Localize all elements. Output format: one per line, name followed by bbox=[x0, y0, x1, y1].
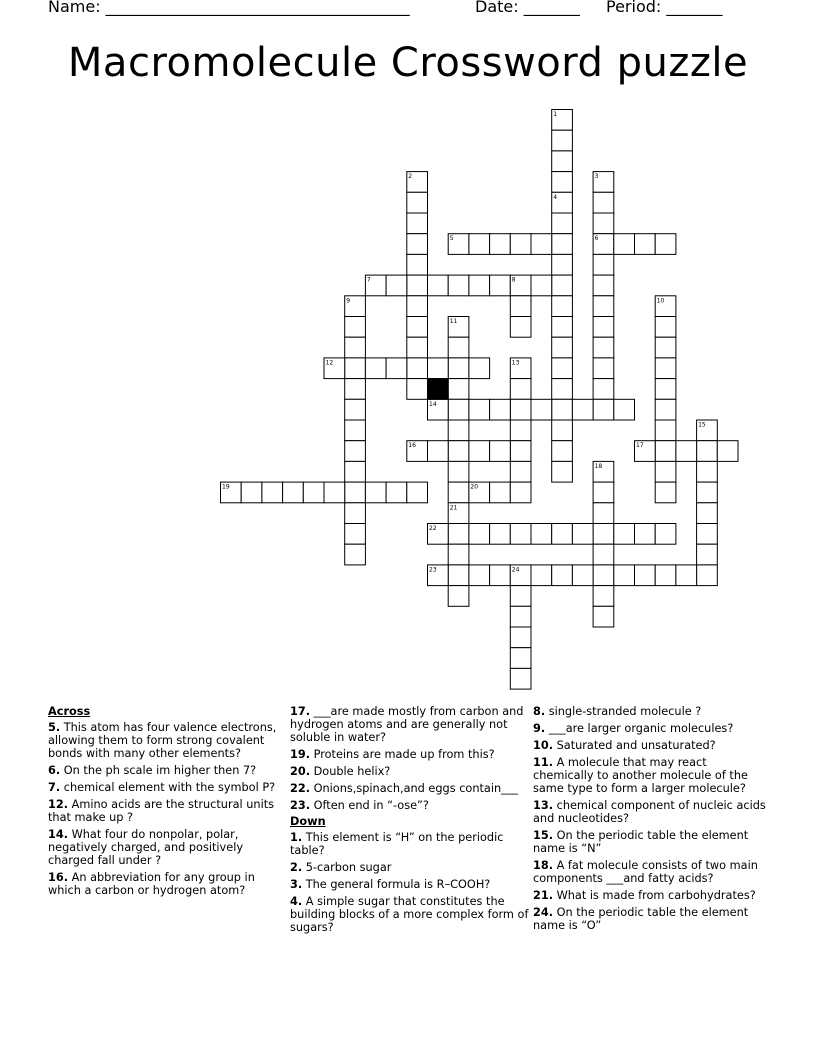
grid-cell[interactable] bbox=[510, 461, 531, 482]
clue-text: On the ph scale im higher then 7? bbox=[60, 764, 257, 777]
grid-cell[interactable] bbox=[428, 441, 449, 462]
clue-number-label: 12 bbox=[325, 359, 334, 367]
clue-number: 19. bbox=[290, 748, 311, 761]
grid-cell[interactable] bbox=[552, 151, 573, 172]
clue-item bbox=[48, 828, 288, 867]
grid-cell[interactable] bbox=[593, 524, 614, 545]
grid-cell[interactable] bbox=[697, 503, 718, 524]
grid-cell[interactable] bbox=[283, 482, 304, 503]
clue-number-label: 1 bbox=[553, 111, 558, 118]
grid-cell[interactable] bbox=[448, 275, 469, 296]
clue-text: ___are larger organic molecules? bbox=[545, 722, 734, 735]
grid-cell[interactable] bbox=[407, 192, 428, 213]
grid-cell[interactable] bbox=[552, 379, 573, 400]
grid-cell[interactable] bbox=[552, 254, 573, 275]
grid-cell[interactable] bbox=[614, 524, 635, 545]
grid-cell[interactable] bbox=[552, 234, 573, 255]
grid-cell[interactable] bbox=[593, 275, 614, 296]
grid-cell[interactable] bbox=[593, 482, 614, 503]
grid-cell[interactable] bbox=[552, 461, 573, 482]
grid-cell[interactable] bbox=[593, 606, 614, 627]
clue-item bbox=[533, 799, 769, 825]
grid-cell[interactable] bbox=[510, 482, 531, 503]
grid-cell[interactable] bbox=[697, 565, 718, 586]
clue-text: What four do nonpolar, polar, negatively charged, and positively charged fall under ? bbox=[48, 828, 244, 867]
grid-cell[interactable] bbox=[572, 399, 593, 420]
grid-cell[interactable] bbox=[697, 544, 718, 565]
clue-number: 6. bbox=[48, 764, 61, 777]
clue-item bbox=[290, 782, 530, 795]
grid-cell[interactable] bbox=[510, 379, 531, 400]
black-cell bbox=[428, 379, 449, 400]
grid-cell[interactable] bbox=[717, 441, 738, 462]
grid-cell[interactable] bbox=[345, 337, 366, 358]
grid-cell[interactable] bbox=[345, 441, 366, 462]
clue-number: 17. bbox=[290, 705, 311, 718]
clue-number: 2. bbox=[290, 861, 303, 874]
grid-cell[interactable] bbox=[552, 441, 573, 462]
grid-cell[interactable] bbox=[407, 317, 428, 338]
grid-cell[interactable] bbox=[655, 565, 676, 586]
grid-cell[interactable] bbox=[345, 379, 366, 400]
across-heading: Across bbox=[48, 705, 91, 718]
grid-cell[interactable] bbox=[552, 317, 573, 338]
grid-cell[interactable] bbox=[614, 399, 635, 420]
grid-cell[interactable] bbox=[593, 358, 614, 379]
grid-cell[interactable] bbox=[448, 461, 469, 482]
grid-cell[interactable] bbox=[407, 296, 428, 317]
clue-number-label: 9 bbox=[346, 297, 351, 305]
grid-cell[interactable] bbox=[510, 586, 531, 607]
grid-cell[interactable] bbox=[469, 441, 490, 462]
grid-cell[interactable] bbox=[448, 358, 469, 379]
clue-text: A fat molecule consists of two main components ___and fatty acids? bbox=[533, 859, 758, 885]
grid-cell[interactable] bbox=[655, 524, 676, 545]
grid-cell[interactable] bbox=[655, 482, 676, 503]
clue-item bbox=[48, 871, 288, 897]
grid-cell[interactable] bbox=[552, 358, 573, 379]
grid-cell[interactable] bbox=[469, 524, 490, 545]
clue-text: A molecule that may react chemically to another molecule of the same type to form a larger molecule? bbox=[533, 756, 748, 795]
clue-number: 15. bbox=[533, 829, 554, 842]
clue-number: 16. bbox=[48, 871, 69, 884]
clue-text: Double helix? bbox=[310, 765, 391, 778]
clue-text: On the periodic table the element name is “O” bbox=[533, 906, 749, 932]
clue-number-label: 7 bbox=[366, 276, 371, 284]
clue-number-label: 22 bbox=[429, 525, 437, 532]
clue-number: 12. bbox=[48, 798, 69, 811]
date-field[interactable]: Date: _______ bbox=[475, 0, 580, 16]
grid-cell[interactable] bbox=[552, 420, 573, 441]
grid-cell[interactable] bbox=[697, 441, 718, 462]
clue-number: 1. bbox=[290, 831, 303, 844]
clue-number-label: 15 bbox=[698, 421, 706, 429]
grid-cell[interactable] bbox=[655, 317, 676, 338]
clue-item bbox=[533, 859, 769, 885]
grid-cell[interactable] bbox=[697, 482, 718, 503]
grid-cell[interactable] bbox=[531, 399, 552, 420]
clue-text: An abbreviation for any group in which a carbon or hydrogen atom? bbox=[48, 871, 255, 897]
clue-number: 11. bbox=[533, 756, 554, 769]
clue-number: 8. bbox=[533, 705, 546, 718]
grid-cell[interactable] bbox=[469, 275, 490, 296]
clue-text: Saturated and unsaturated? bbox=[553, 739, 716, 752]
clue-number: 21. bbox=[533, 889, 554, 902]
grid-cell[interactable] bbox=[593, 379, 614, 400]
grid-cell[interactable] bbox=[345, 461, 366, 482]
clue-item bbox=[48, 764, 288, 777]
grid-cell[interactable] bbox=[345, 482, 366, 503]
grid-cell[interactable] bbox=[386, 358, 407, 379]
name-field[interactable]: Name: ______________________________________ bbox=[48, 0, 410, 16]
grid-cell[interactable] bbox=[345, 420, 366, 441]
grid-cell[interactable] bbox=[490, 234, 511, 255]
grid-cell[interactable] bbox=[407, 358, 428, 379]
grid-cell[interactable] bbox=[593, 213, 614, 234]
clue-text: This element is “H” on the periodic table? bbox=[290, 831, 504, 857]
clue-number: 23. bbox=[290, 799, 311, 812]
grid-cell[interactable] bbox=[552, 130, 573, 151]
clues-column-1 bbox=[48, 705, 288, 901]
grid-cell[interactable] bbox=[552, 565, 573, 586]
clue-text: Proteins are made up from this? bbox=[310, 748, 495, 761]
clue-text: A simple sugar that constitutes the building blocks of a more complex form of sugars? bbox=[290, 895, 529, 934]
grid-cell[interactable] bbox=[510, 441, 531, 462]
grid-cell[interactable] bbox=[552, 213, 573, 234]
grid-cell[interactable] bbox=[593, 565, 614, 586]
down-heading: Down bbox=[290, 815, 326, 828]
clue-number: 14. bbox=[48, 828, 69, 841]
clue-text: This atom has four valence electrons, allowing them to form strong covalent bonds with many other elements? bbox=[48, 721, 277, 760]
grid-cell[interactable] bbox=[345, 503, 366, 524]
grid-cell[interactable] bbox=[572, 524, 593, 545]
grid-cell[interactable] bbox=[655, 399, 676, 420]
grid-cell[interactable] bbox=[510, 399, 531, 420]
grid-cell[interactable] bbox=[448, 565, 469, 586]
grid-cell[interactable] bbox=[448, 544, 469, 565]
grid-cell[interactable] bbox=[345, 317, 366, 338]
clue-item bbox=[290, 861, 530, 874]
grid-cell[interactable] bbox=[448, 482, 469, 503]
grid-cell[interactable] bbox=[469, 565, 490, 586]
grid-cell[interactable] bbox=[531, 275, 552, 296]
page-title: Macromolecule Crossword puzzle bbox=[67, 40, 749, 86]
clue-text: What is made from carbohydrates? bbox=[553, 889, 756, 902]
clue-item bbox=[290, 878, 530, 891]
clues-column-2 bbox=[290, 705, 530, 938]
grid-cell[interactable] bbox=[241, 482, 262, 503]
clue-number: 18. bbox=[533, 859, 554, 872]
grid-cell[interactable] bbox=[655, 379, 676, 400]
grid-cell[interactable] bbox=[655, 461, 676, 482]
clue-number-label: 2 bbox=[408, 173, 413, 181]
clues-column-3 bbox=[533, 705, 769, 936]
clue-number-label: 23 bbox=[429, 566, 437, 574]
grid-cell[interactable] bbox=[510, 648, 531, 669]
clue-item bbox=[533, 906, 769, 932]
clue-number: 22. bbox=[290, 782, 311, 795]
grid-cell[interactable] bbox=[407, 254, 428, 275]
grid-cell[interactable] bbox=[676, 565, 697, 586]
clue-number: 13. bbox=[533, 799, 554, 812]
clue-item bbox=[290, 748, 530, 761]
grid-cell[interactable] bbox=[365, 482, 386, 503]
clue-item bbox=[48, 781, 288, 794]
grid-cell[interactable] bbox=[697, 461, 718, 482]
grid-cell[interactable] bbox=[469, 399, 490, 420]
grid-cell[interactable] bbox=[593, 399, 614, 420]
grid-cell[interactable] bbox=[510, 606, 531, 627]
grid-cell[interactable] bbox=[490, 482, 511, 503]
grid-cell[interactable] bbox=[303, 482, 324, 503]
grid-cell[interactable] bbox=[345, 524, 366, 545]
grid-cell[interactable] bbox=[365, 358, 386, 379]
period-field[interactable]: Period: _______ bbox=[606, 0, 723, 16]
clue-number-label: 16 bbox=[408, 442, 416, 450]
clue-item bbox=[290, 831, 530, 857]
grid-cell[interactable] bbox=[510, 234, 531, 255]
clue-item bbox=[533, 756, 769, 795]
grid-cell[interactable] bbox=[510, 296, 531, 317]
grid-cell[interactable] bbox=[345, 399, 366, 420]
clue-number: 5. bbox=[48, 721, 61, 734]
clue-number: 9. bbox=[533, 722, 546, 735]
grid-cell[interactable] bbox=[262, 482, 283, 503]
grid-cell[interactable] bbox=[490, 441, 511, 462]
grid-cell[interactable] bbox=[531, 565, 552, 586]
clue-number: 4. bbox=[290, 895, 303, 908]
clue-number-label: 5 bbox=[449, 235, 454, 243]
clue-item bbox=[290, 895, 530, 934]
grid-cell[interactable] bbox=[407, 213, 428, 234]
grid-cell[interactable] bbox=[448, 420, 469, 441]
clue-item bbox=[290, 765, 530, 778]
grid-cell[interactable] bbox=[593, 254, 614, 275]
grid-cell[interactable] bbox=[593, 586, 614, 607]
clue-text: Onions,spinach,and eggs contain___ bbox=[310, 782, 519, 795]
grid-cell[interactable] bbox=[655, 358, 676, 379]
clue-text: Amino acids are the structural units that make up ? bbox=[48, 798, 275, 824]
grid-cell[interactable] bbox=[407, 234, 428, 255]
clue-number-label: 11 bbox=[449, 318, 458, 325]
clue-number-label: 19 bbox=[222, 483, 230, 491]
clue-item bbox=[48, 798, 288, 824]
grid-cell[interactable] bbox=[448, 524, 469, 545]
grid-cell[interactable] bbox=[510, 317, 531, 338]
clue-text: On the periodic table the element name is “N” bbox=[533, 829, 749, 855]
clue-number-label: 14 bbox=[429, 400, 437, 408]
clue-number-label: 18 bbox=[594, 462, 603, 470]
grid-cell[interactable] bbox=[655, 420, 676, 441]
grid-cell[interactable] bbox=[614, 234, 635, 255]
grid-cell[interactable] bbox=[552, 337, 573, 358]
grid-cell[interactable] bbox=[552, 399, 573, 420]
clue-number: 20. bbox=[290, 765, 311, 778]
grid-cell[interactable] bbox=[531, 524, 552, 545]
clue-item bbox=[48, 721, 288, 760]
grid-cell[interactable] bbox=[490, 275, 511, 296]
grid-cell[interactable] bbox=[490, 399, 511, 420]
clue-number-label: 10 bbox=[656, 297, 665, 305]
clue-text: The general formula is R–COOH? bbox=[302, 878, 491, 891]
grid-cell[interactable] bbox=[386, 275, 407, 296]
clue-number: 7. bbox=[48, 781, 61, 794]
clue-item bbox=[533, 739, 769, 752]
clue-number-label: 21 bbox=[449, 504, 458, 512]
grid-cell[interactable] bbox=[469, 358, 490, 379]
grid-cell[interactable] bbox=[345, 358, 366, 379]
grid-cell[interactable] bbox=[593, 296, 614, 317]
grid-cell[interactable] bbox=[552, 275, 573, 296]
clue-number-label: 3 bbox=[594, 173, 599, 181]
clue-item bbox=[533, 705, 769, 718]
grid-cell[interactable] bbox=[428, 275, 449, 296]
grid-cell[interactable] bbox=[593, 544, 614, 565]
grid-cell[interactable] bbox=[407, 482, 428, 503]
grid-cell[interactable] bbox=[593, 192, 614, 213]
grid-cell[interactable] bbox=[448, 337, 469, 358]
grid-cell[interactable] bbox=[572, 565, 593, 586]
grid-cell[interactable] bbox=[510, 668, 531, 689]
clue-number-label: 13 bbox=[511, 359, 520, 367]
clue-number-label: 8 bbox=[511, 276, 516, 284]
grid-cell[interactable] bbox=[324, 482, 345, 503]
grid-cell[interactable] bbox=[469, 234, 490, 255]
clue-item bbox=[533, 829, 769, 855]
clue-number-label: 20 bbox=[470, 483, 479, 491]
grid-cell[interactable] bbox=[490, 524, 511, 545]
grid-cell[interactable] bbox=[593, 337, 614, 358]
grid-cell[interactable] bbox=[614, 565, 635, 586]
grid-cell[interactable] bbox=[510, 524, 531, 545]
grid-cell[interactable] bbox=[428, 358, 449, 379]
grid-cell[interactable] bbox=[510, 420, 531, 441]
clue-number-label: 17 bbox=[636, 442, 644, 450]
clue-text: ___are made mostly from carbon and hydrogen atoms and are generally not soluble in water? bbox=[290, 705, 524, 744]
clue-item bbox=[533, 722, 769, 735]
grid-cell[interactable] bbox=[345, 544, 366, 565]
clue-text: Often end in “-ose”? bbox=[310, 799, 429, 812]
grid-cell[interactable] bbox=[386, 482, 407, 503]
clue-item bbox=[290, 799, 530, 812]
grid-cell[interactable] bbox=[407, 275, 428, 296]
grid-cell[interactable] bbox=[655, 441, 676, 462]
grid-cell[interactable] bbox=[552, 296, 573, 317]
clue-item bbox=[533, 889, 769, 902]
clue-text: chemical element with the symbol P? bbox=[60, 781, 276, 794]
clue-number: 3. bbox=[290, 878, 303, 891]
grid-cell[interactable] bbox=[531, 234, 552, 255]
grid-cell[interactable] bbox=[407, 379, 428, 400]
grid-cell[interactable] bbox=[448, 586, 469, 607]
grid-cell[interactable] bbox=[655, 234, 676, 255]
clue-number: 10. bbox=[533, 739, 554, 752]
grid-cell[interactable] bbox=[552, 524, 573, 545]
grid-cell[interactable] bbox=[448, 399, 469, 420]
grid-cell[interactable] bbox=[593, 317, 614, 338]
clue-number-label: 6 bbox=[594, 235, 599, 243]
grid-cell[interactable] bbox=[697, 524, 718, 545]
grid-cell[interactable] bbox=[490, 565, 511, 586]
grid-cell[interactable] bbox=[635, 524, 656, 545]
grid-cell[interactable] bbox=[635, 234, 656, 255]
clue-number-label: 24 bbox=[511, 566, 520, 574]
grid-cell[interactable] bbox=[552, 172, 573, 193]
clue-item bbox=[290, 705, 530, 744]
clue-number: 24. bbox=[533, 906, 554, 919]
clue-number-label: 4 bbox=[553, 193, 558, 201]
grid-cell[interactable] bbox=[655, 337, 676, 358]
clue-text: 5-carbon sugar bbox=[302, 861, 392, 874]
grid-cell[interactable] bbox=[448, 441, 469, 462]
grid-cell[interactable] bbox=[593, 503, 614, 524]
grid-cell[interactable] bbox=[510, 627, 531, 648]
clue-text: chemical component of nucleic acids and nucleotides? bbox=[533, 799, 766, 825]
grid-cell[interactable] bbox=[676, 441, 697, 462]
clue-text: single-stranded molecule ? bbox=[545, 705, 702, 718]
grid-cell[interactable] bbox=[635, 565, 656, 586]
grid-cell[interactable] bbox=[407, 337, 428, 358]
grid-cell[interactable] bbox=[448, 379, 469, 400]
